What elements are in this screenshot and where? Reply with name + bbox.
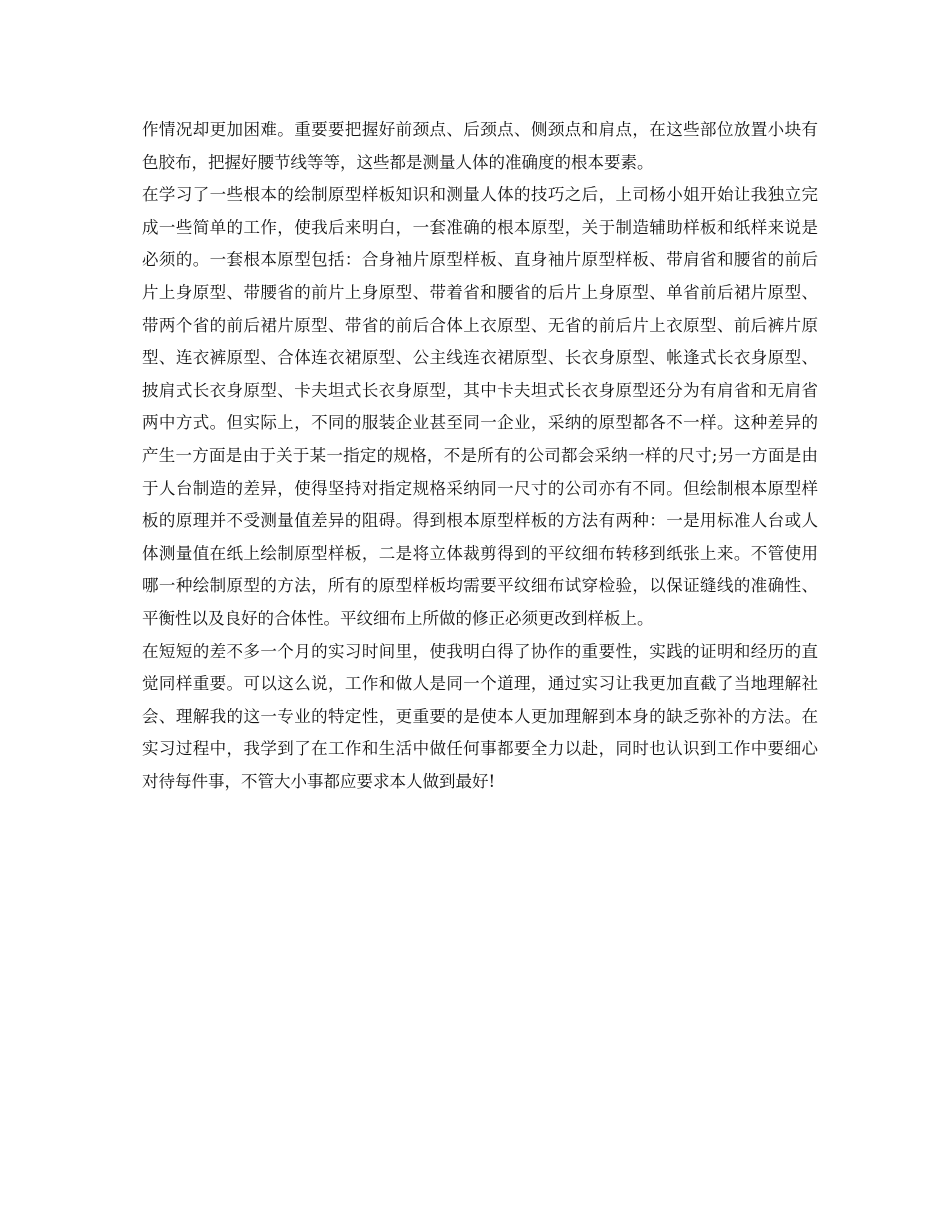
paragraph-continuation: 作情况却更加困难。重要要把握好前颈点、后颈点、侧颈点和肩点，在这些部位放置小块有色胶布，把握好腰节线等等，这些都是测量人体的准确度的根本要素。 bbox=[142, 120, 818, 172]
paragraph-internship-summary: 在短短的差不多一个月的实习时间里，使我明白得了协作的重要性，实践的证明和经历的直觉同样重要。可以这么说，工作和做人是同一个道理，通过实习让我更加直截了当地理解社会、理解我的这一专业的特定性，更重要的是使本人更加理解到本身的缺乏弥补的方法。在实习过程中，我学到了在工作和生活中做任何事都要全力以赴，同时也认识到工作中要细心对待每件事，不管大小事都应要求本人做到最好! bbox=[142, 641, 818, 791]
paragraph-prototype-templates: 在学习了一些根本的绘制原型样板知识和测量人体的技巧之后，上司杨小姐开始让我独立完成一些简单的工作，使我后来明白，一套准确的根本原型，关于制造辅助样板和纸样来说是必须的。一套根本原型包括：合身袖片原型样板、直身袖片原型样板、带肩省和腰省的前后片上身原型、带腰省的前片上身原型、带着省和腰省的后片上身原型、单省前后裙片原型、带两个省的前后裙片原型、带省的前后合体上衣原型、无省的前后片上衣原型、前后裤片原型、连衣裤原型、合体连衣裙原型、公主线连衣裙原型、长衣身原型、帐逢式长衣身原型、披肩式长衣身原型、卡夫坦式长衣身原型，其中卡夫坦式长衣身原型还分为有肩省和无肩省两中方式。但实际上，不同的服装企业甚至同一企业，采纳的原型都各不一样。这种差异的产生一方面是由于关于某一指定的规格，不是所有的公司都会采纳一样的尺寸;另一方面是由于人台制造的差异，使得坚持对指定规格采纳同一尺寸的公司亦有不同。但绘制根本原型样板的原理并不受测量值差异的阻碍。得到根本原型样板的方法有两种：一是用标准人台或人体测量值在纸上绘制原型样板，二是将立体裁剪得到的平纹细布转移到纸张上来。不管使用哪一种绘制原型的方法，所有的原型样板均需要平纹细布试穿检验，以保证缝线的准确性、平衡性以及良好的合体性。平纹细布上所做的修正必须更改到样板上。 bbox=[142, 185, 818, 628]
document-body bbox=[142, 114, 818, 798]
